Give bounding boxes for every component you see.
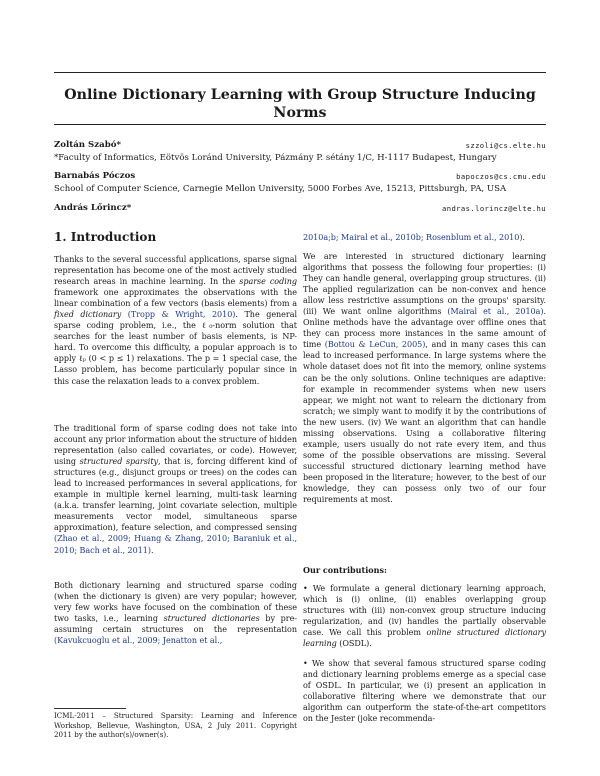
emphasis: sparse coding bbox=[239, 277, 297, 287]
author-2 bbox=[54, 171, 546, 182]
affiliation-2: School of Computer Science, Carnegie Mellon University, 5000 Forbes Ave, 15213, Pittsburgh, PA, USA bbox=[54, 184, 507, 194]
author-email[interactable]: szzoli@cs.elte.hu bbox=[465, 141, 546, 150]
author-3 bbox=[54, 203, 546, 214]
author-name: András Lőrincz* bbox=[54, 203, 132, 213]
right-paragraph-0 bbox=[303, 232, 546, 243]
section-heading: 1. Introduction bbox=[54, 230, 157, 244]
paragraph: Thanks to the several successful applications, sparse signal representation has become one of the most actively studied research areas in machine learning. In the sparse coding framework one approximates the observations with the linear combination of a few vectors (basis elements) from a fixed dictionary (Tropp & Wright, 2010). The general sparse coding problem, i.e., the ℓ₀-norm solution that searches for the least number of basis elements, is NP-hard. To overcome this difficulty, a popular approach is to apply ℓₚ (0 < p ≤ 1) relaxations. The p = 1 special case, the Lasso problem, has become particularly popular since in this case the relaxation leads to a convex problem. bbox=[54, 255, 298, 386]
citation-link[interactable]: (Tropp & Wright, 2010) bbox=[127, 310, 236, 320]
author-email[interactable]: andras.lorincz@elte.hu bbox=[442, 204, 546, 213]
author-name: Zoltán Szabó* bbox=[54, 140, 121, 150]
top-rule bbox=[54, 72, 546, 73]
citation-link[interactable]: (Bottou & LeCun, 2005) bbox=[324, 340, 426, 350]
contribution-bullet-2 bbox=[303, 658, 546, 724]
citation-link[interactable]: (Zhao et al., 2009; Huang & Zhang, 2010; Baraniuk et al., 2010; Bach et al., 2011) bbox=[54, 534, 297, 555]
author-name: Barnabás Póczos bbox=[54, 171, 136, 181]
author-1 bbox=[54, 140, 546, 151]
citation-link[interactable]: (Kavukcuoglu et al., 2009; Jenatton et al., bbox=[54, 636, 223, 646]
paper-title: Online Dictionary Learning with Group Structure Inducing Norms bbox=[64, 87, 536, 121]
right-paragraph-1 bbox=[303, 251, 546, 505]
intro-paragraph-2 bbox=[54, 423, 297, 556]
footnote-rule bbox=[54, 708, 126, 709]
intro-paragraph-3 bbox=[54, 580, 297, 646]
contribution-bullet-1 bbox=[303, 583, 546, 649]
emphasis: online structured dictionary learning bbox=[303, 628, 546, 649]
bullet-item: • We show that several famous structured sparse coding and dictionary learning problems emerge as a special case of OSDL. In particular, we (i) present an application in collaborative filtering where we demonstrate that our algorithm can outperform the state-of-the-art competitors on the Jester (joke recommenda- bbox=[303, 659, 546, 724]
bullet-item: • We formulate a general dictionary learning approach, which is (i) online, (ii) enables overlapping group structures with (iii) non-convex group structure inducing regularization, and (iv) handles the partially observable case. We call this problem online structured dictionary learning (OSDL). bbox=[303, 584, 546, 649]
affiliation-1: *Faculty of Informatics, Eötvös Loránd University, Pázmány P. sétány 1/C, H-1117 Budapest, Hungary bbox=[54, 153, 497, 163]
paragraph: The traditional form of sparse coding does not take into account any prior information about the structure of hidden representation (also called covariates, or code). However, using structured sparsity, that is, forcing different kind of structures (e.g., disjunct groups or trees) on the codes can lead to increased performances in several applications, for example in multiple kernel learning, multi-task learning (a.k.a. transfer learning, joint covariate selection, multiple measurements vector model, simultaneous sparse approximation), feature selection, and compressed sensing (Zhao et al., 2009; Huang & Zhang, 2010; Baraniuk et al., 2010; Bach et al., 2011). bbox=[54, 424, 297, 555]
paragraph: Both dictionary learning and structured sparse coding (when the dictionary is given) are very popular; however, very few works have focused on the combination of these two tasks, i.e., learning structured dictionaries by pre-assuming certain structures on the representation (Kavukcuoglu et al., 2009; Jenatton et al., bbox=[54, 581, 297, 646]
citation-link[interactable]: (Mairal et al., 2010a) bbox=[447, 307, 544, 317]
citation-link[interactable]: 2010a;b; Mairal et al., 2010b; Rosenblum et al., 2010) bbox=[303, 233, 523, 242]
emphasis: structured dictionaries bbox=[163, 614, 260, 624]
paragraph: 2010a;b; Mairal et al., 2010b; Rosenblum et al., 2010). bbox=[303, 233, 525, 242]
contributions-heading: Our contributions: bbox=[303, 565, 388, 575]
intro-paragraph-1 bbox=[54, 254, 297, 387]
footnote: ICML-2011 – Structured Sparsity: Learning and Inference Workshop, Bellevue, Washington, USA, 2 July 2011. Copyright 2011 by the author(s)/owner(s). bbox=[54, 711, 297, 740]
emphasis: fixed dictionary bbox=[54, 310, 122, 320]
author-email[interactable]: bapoczos@cs.cmu.edu bbox=[456, 172, 546, 181]
paragraph: We are interested in structured dictionary learning algorithms that possess the following four properties: (i) They can handle general, overlapping group structures. (ii) The applied regularization can be non-convex and hence allow less restrictive assumptions on the groups' sparsity. (iii) We want online algorithms (Mairal et al., 2010a). Online methods have the advantage over offline ones that they can process more instances in the same amount of time (Bottou & LeCun, 2005), and in many cases this can lead to increased performance. In large systems where the whole dataset does not fit into the memory, online systems can be the only solutions. Online techniques are adaptive: for example in recommender systems when new users appear, we might not want to relearn the dictionary from scratch; we simply want to modify it by the contributions of the new users. (iv) We want an algorithm that can handle missing observations. Using a collaborative filtering example, users usually do not rate every item, and thus some of the possible observations are missing. Several successful structured dictionary learning method have been proposed in the literature; however, to the best of our knowledge, they can possess only two of our four requirements at most. bbox=[303, 252, 546, 505]
emphasis: structured sparsity bbox=[79, 457, 159, 467]
title-rule bbox=[54, 124, 546, 125]
